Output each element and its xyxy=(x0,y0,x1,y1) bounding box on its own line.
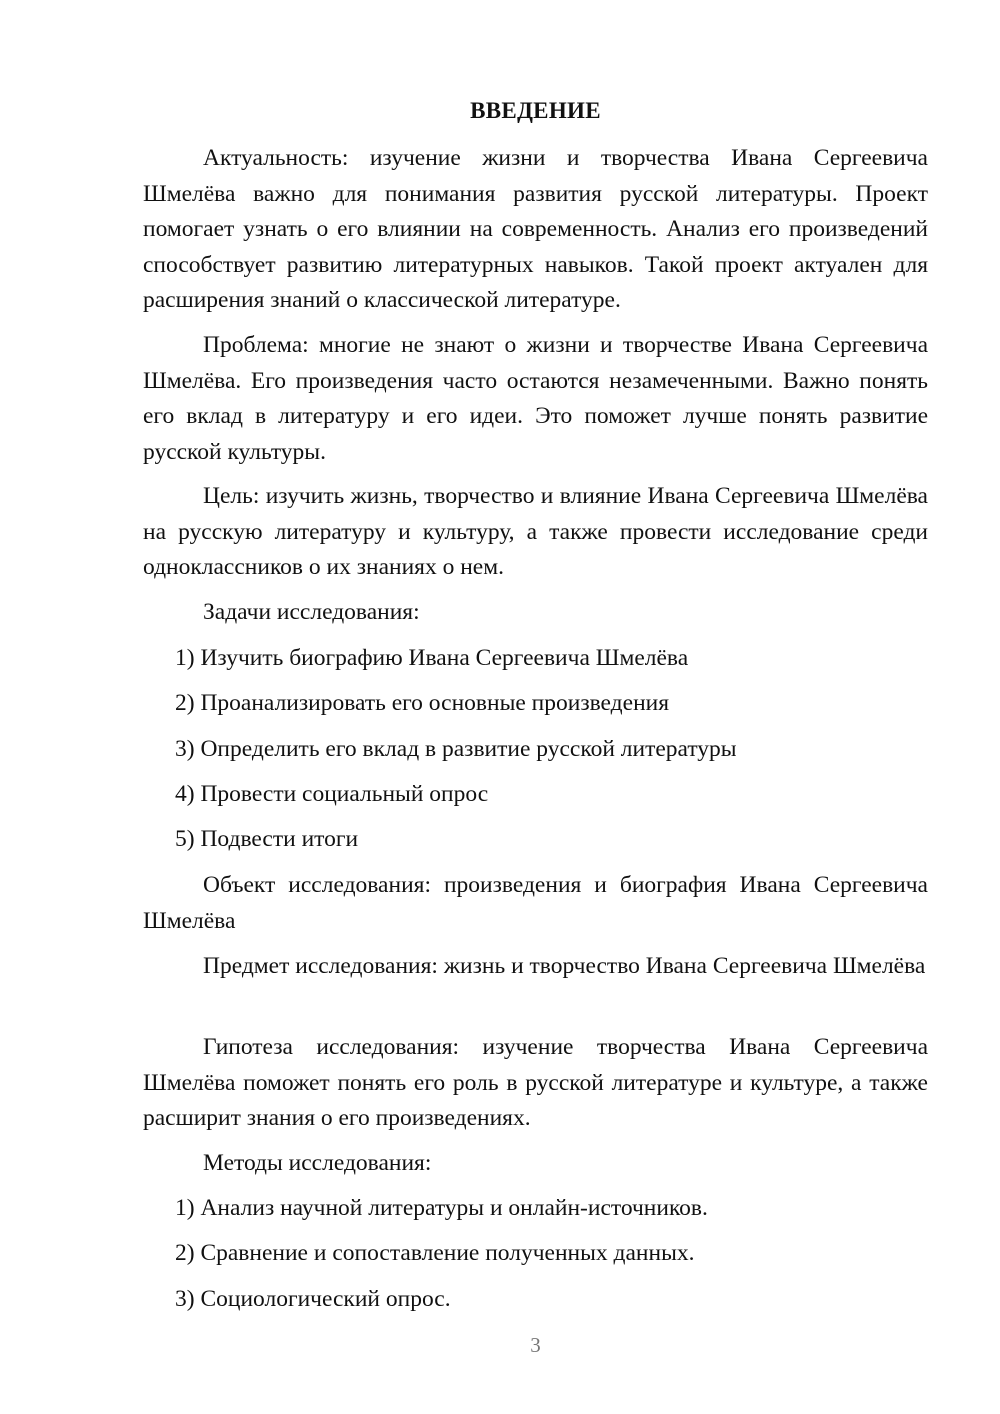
tasks-heading: Задачи исследования: xyxy=(203,599,420,625)
task-item: 4) Провести социальный опрос xyxy=(175,781,489,807)
methods-heading: Методы исследования: xyxy=(203,1150,432,1176)
subject-paragraph: Предмет исследования: жизнь и творчество Ивана Сергеевича Шмелёва xyxy=(203,953,926,979)
goal-paragraph: Цель: изучить жизнь, творчество и влияние Ивана Сергеевича Шмелёва на русскую литературу и культуру, а также провести исследование среди одноклассников о их знаниях о нем. xyxy=(143,483,928,580)
problem-paragraph: Проблема: многие не знают о жизни и творчестве Ивана Сергеевича Шмелёва. Его произведения часто остаются незамеченными. Важно понять его вклад в литературу и его идеи. Это поможет лучше понять развитие русской культуры. xyxy=(143,332,928,465)
task-item: 5) Подвести итоги xyxy=(175,826,359,852)
method-item: 3) Социологический опрос. xyxy=(175,1286,451,1312)
method-item: 1) Анализ научной литературы и онлайн-источников. xyxy=(175,1195,708,1221)
page-number: 3 xyxy=(530,1333,541,1357)
method-item: 2) Сравнение и сопоставление полученных данных. xyxy=(175,1240,695,1266)
object-paragraph: Объект исследования: произведения и биография Ивана Сергеевича Шмелёва xyxy=(143,872,928,934)
hypothesis-paragraph: Гипотеза исследования: изучение творчества Ивана Сергеевича Шмелёва поможет понять его роль в русской литературе и культуре, а также расширит знания о его произведениях. xyxy=(143,1034,928,1131)
task-item: 1) Изучить биографию Ивана Сергеевича Шмелёва xyxy=(175,645,689,671)
relevance-paragraph: Актуальность: изучение жизни и творчества Ивана Сергеевича Шмелёва важно для понимания развития русской литературы. Проект помогает узнать о его влиянии на современность. Анализ его произведений способствует развитию литературных навыков. Такой проект актуален для расширения знаний о классической литературе. xyxy=(143,145,928,313)
task-item: 3) Определить его вклад в развитие русской литературы xyxy=(175,736,737,762)
page-title: ВВЕДЕНИЕ xyxy=(470,98,601,123)
document-page xyxy=(143,0,928,1414)
task-item: 2) Проанализировать его основные произведения xyxy=(175,690,670,716)
